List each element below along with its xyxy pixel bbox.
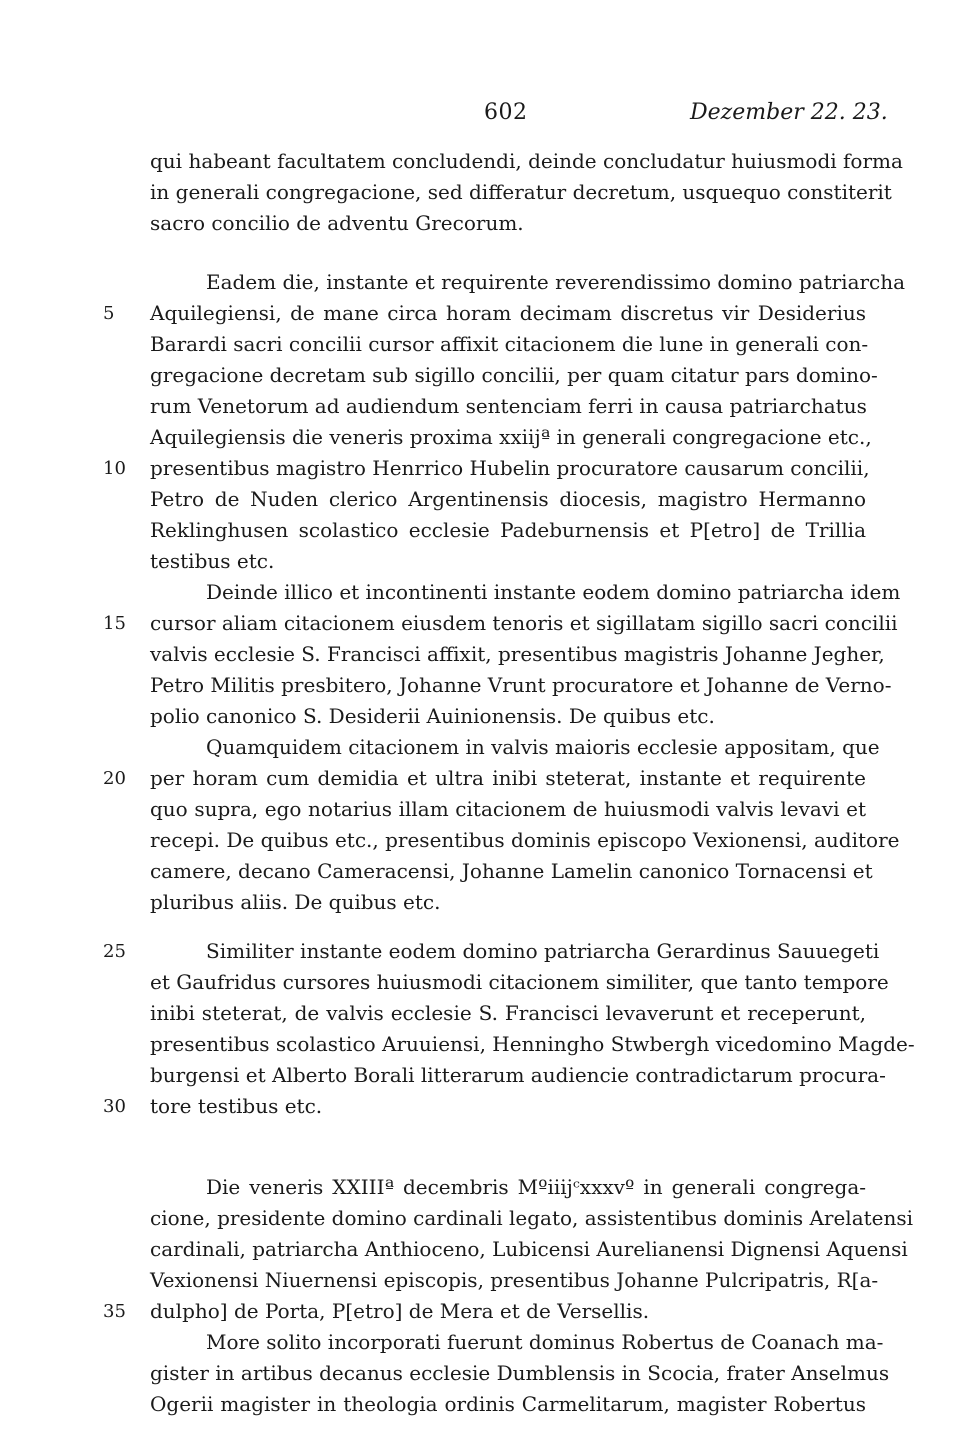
text-line: presentibus scolastico Aruuiensi, Henningho Stwbergh vicedomino Magde- <box>150 1032 915 1056</box>
running-head: Dezember 22. 23. <box>690 100 888 125</box>
line-number: 20 <box>103 768 126 789</box>
text-line: cardinali, patriarcha Anthioceno, Lubicensi Aurelianensi Dignensi Aquensi <box>150 1237 908 1261</box>
text-line: 20 per horam cum demidia et ultra inibi steterat, instante et requirente <box>150 763 866 794</box>
text-line: in generali congregacione, sed differatur decretum, usquequo constiterit <box>150 180 892 204</box>
text-line: Reklinghusen scolastico ecclesie Padeburnensis et P[etro] de Trillia <box>150 518 866 542</box>
text-line: burgensi et Alberto Borali litterarum audiencie contradictarum procura- <box>150 1063 886 1087</box>
text-line: More solito incorporati fuerunt dominus Robertus de Coanach ma- <box>206 1330 884 1354</box>
text-line: inibi steterat, de valvis ecclesie S. Francisci levaverunt et receperunt, <box>150 1001 866 1025</box>
text-line: Eadem die, instante et requirente reverendissimo domino patriarcha <box>206 270 906 294</box>
text-line: Vexionensi Niuernensi episcopis, presentibus Johanne Pulcripatris, R[a- <box>150 1268 879 1292</box>
line-number: 25 <box>103 941 126 962</box>
text-line: et Gaufridus cursores huiusmodi citacionem similiter, que tanto tempore <box>150 970 889 994</box>
text-line: camere, decano Cameracensi, Johanne Lamelin canonico Tornacensi et <box>150 859 873 883</box>
text-line: 35 dulpho] de Porta, P[etro] de Mera et de Versellis. <box>150 1296 866 1327</box>
text-line: sacro concilio de adventu Grecorum. <box>150 211 524 235</box>
text-line: pluribus aliis. De quibus etc. <box>150 890 441 914</box>
text-line: Deinde illico et incontinenti instante eodem domino patriarcha idem <box>206 580 901 604</box>
text-line: recepi. De quibus etc., presentibus dominis episcopo Vexionensi, auditore <box>150 828 900 852</box>
line-number: 5 <box>103 303 115 324</box>
text-line: polio canonico S. Desiderii Auinionensis. De quibus etc. <box>150 704 715 728</box>
text-line: Petro de Nuden clerico Argentinensis diocesis, magistro Hermanno <box>150 487 866 511</box>
text-line: 30 tore testibus etc. <box>150 1091 866 1122</box>
text-line: 25 Similiter instante eodem domino patriarcha Gerardinus Sauuegeti <box>150 936 866 967</box>
text-line: 15 cursor aliam citacionem eiusdem tenoris et sigillatam sigillo sacri concilii <box>150 608 866 639</box>
paragraph <box>103 1172 914 1327</box>
text-line: gister in artibus decanus ecclesie Dumblensis in Scocia, frater Anselmus <box>150 1361 890 1385</box>
line-number: 10 <box>103 458 126 479</box>
paragraph <box>103 936 915 1122</box>
text-line: Die veneris XXIIIª decembris Mºiiijᶜxxxvº in generali congrega- <box>206 1175 866 1199</box>
line-number: 15 <box>103 613 126 634</box>
text-line: Barardi sacri concilii cursor affixit citacionem die lune in generali con- <box>150 332 869 356</box>
text-line: Aquilegiensis die veneris proxima xxiijª in generali congregacione etc., <box>150 425 872 449</box>
text-line: 10 presentibus magistro Henrrico Hubelin procuratore causarum concilii, <box>150 453 866 484</box>
paragraph <box>103 577 901 732</box>
text-line: valvis ecclesie S. Francisci affixit, presentibus magistris Johanne Jegher, <box>150 642 885 666</box>
paragraph <box>150 1327 890 1420</box>
paragraph <box>150 146 903 239</box>
line-number: 30 <box>103 1096 126 1117</box>
text-line: quo supra, ego notarius illam citacionem de huiusmodi valvis levavi et <box>150 797 866 821</box>
text-line: Ogerii magister in theologia ordinis Carmelitarum, magister Robertus <box>150 1392 866 1416</box>
text-line: cione, presidente domino cardinali legato, assistentibus dominis Arelatensi <box>150 1206 914 1230</box>
paragraph <box>103 267 906 577</box>
text-line: 5 Aquilegiensi, de mane circa horam decimam discretus vir Desiderius <box>150 298 866 329</box>
text-line: Quamquidem citacionem in valvis maioris ecclesie appositam, que <box>206 735 880 759</box>
line-number: 35 <box>103 1301 126 1322</box>
text-line: qui habeant facultatem concludendi, deinde concludatur huiusmodi forma <box>150 149 903 173</box>
text-line: Petro Militis presbitero, Johanne Vrunt procuratore et Johanne de Verno- <box>150 673 892 697</box>
text-line: testibus etc. <box>150 549 275 573</box>
page-number: 602 <box>484 100 528 125</box>
text-line: rum Venetorum ad audiendum sentenciam ferri in causa patriarchatus <box>150 394 867 418</box>
body-text <box>103 146 915 1420</box>
paragraph <box>103 732 900 918</box>
text-line: gregacione decretam sub sigillo concilii, per quam citatur pars domino- <box>150 363 878 387</box>
